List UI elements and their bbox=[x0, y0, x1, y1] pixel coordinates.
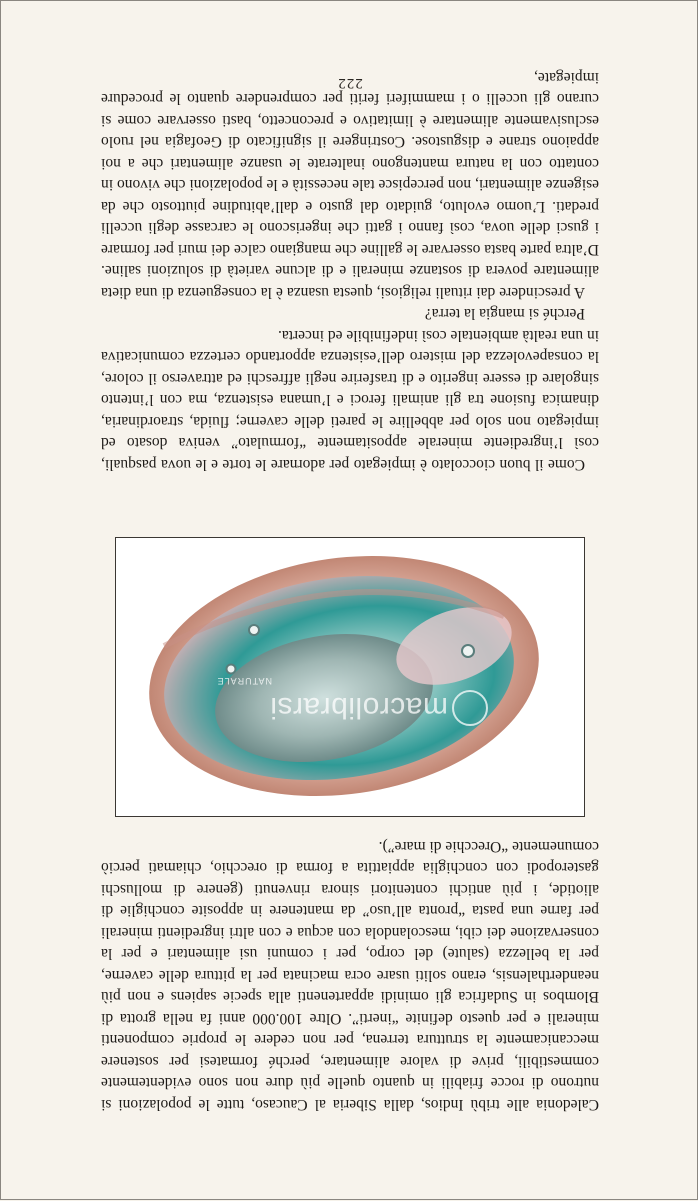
paragraph: Caledonia alle tribù Indios, dalla Siberia al Caucaso, tutte le popolazioni si nutrono di rocce friabili in quanto quelle più dure non sono evidentemente commestibili, prive di valore alimentare, perché formatesi per sostenere meccanicamente la struttura terrena, per non cedere le proprie componenti minerali e per questo definite “inerti”. Oltre 100.000 anni fa nella grotta di Blombos in Sudafrica gli ominidi appartenenti alla specie sapiens e non più neanderthalensis, erano soliti usare ocra macinata per la pittura delle caverne, per la bellezza (salute) del corpo, per i comuni usi alimentari e per la conservazione dei cibi, mescolandola con acqua e con altri ingredienti minerali per farne una pasta “pronta all’uso” da mantenere in apposite conchiglie di aliotide, i più antichi contenitori sinora rinvenuti (genere di molluschi gasteropodi con conchiglia appiattita a forma di orecchio, chiamati perciò comunemente “Orecchie di mare”). bbox=[101, 838, 599, 1113]
shell-photo-icon bbox=[115, 537, 584, 816]
rotated-page-content bbox=[1, 1, 698, 1201]
watermark-tag: NATURALE bbox=[216, 676, 272, 686]
abalone-shell-figure bbox=[115, 537, 585, 817]
paragraph: Come il buon cioccolato è impiegato per adornare le torte e le uova pasquali, così l’ingrediente minerale appositamente “formulato” veniva dosato ed impiegato non solo per abbellire le pareti delle caverne; fluida, straordinaria, dinamica fusione tra gli animali feroci e l’umana esistenza, ma con l’intento singolare di essere ingerito e di trasferire negli affreschi ed attraverso il colore, la consapevolezza del mistero dell’esistenza apportando certezza comunicativa in una realtà ambientale così indefinibile ed incerta. bbox=[101, 327, 599, 473]
watermark-logo-icon bbox=[452, 690, 488, 726]
paragraph-heading: Perché si mangia la terra? bbox=[424, 305, 585, 323]
paragraph: A prescindere dai rituali religiosi, questa usanza è la conseguenza di una dieta alimentare povera di sostanze minerali e di alcune varietà di soluzioni saline. D’altra parte basta osservare le galline che mangiano calce dei muri per formare i gusci delle uova, così fanno i gatti che ingeriscono le carcasse degli uccelli predati. L’uomo evoluto, guidato dal gusto e dall’abitudine piuttosto che da esigenze alimentari, non percepisce tale necessità e le popolazioni che vivono in contatto con la natura mantengono inalterate le usanze alimentari che a noi appaiono strane e disgustose. Costringere il significato di Geofagia nel ruolo esclusivamente alimentare è limitativo e preconcetto, basti osservare come si curano gli uccelli o i mammiferi feriti per comprendere quanto le procedure impiegate, bbox=[101, 69, 599, 301]
top-text-block bbox=[101, 836, 599, 1116]
watermark-text: macrolibrarsi bbox=[269, 691, 448, 724]
bottom-text-block bbox=[101, 67, 599, 476]
page-number: 222 bbox=[337, 75, 363, 91]
